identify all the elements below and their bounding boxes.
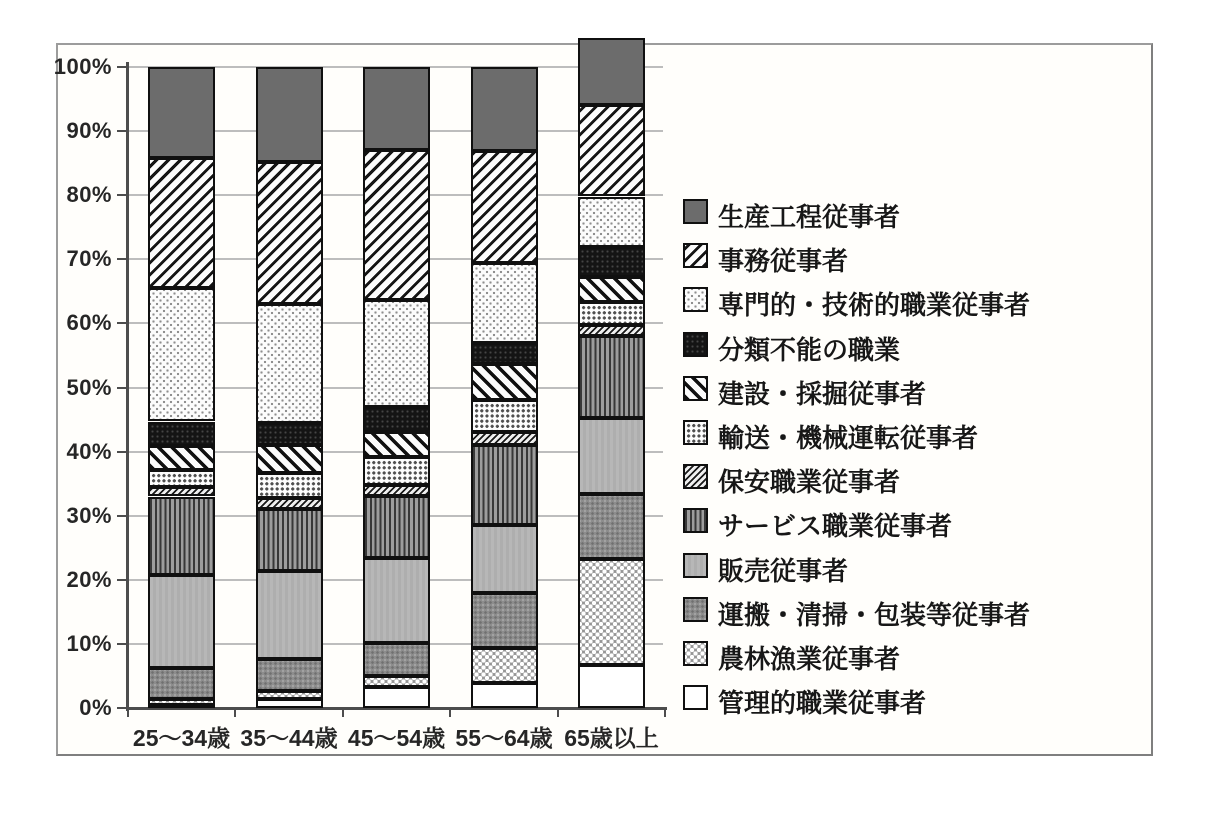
legend-label: 管理的職業従事者 xyxy=(718,688,927,719)
y-axis-tick-90% xyxy=(117,130,126,132)
bar-segment xyxy=(148,158,215,288)
bar-segment xyxy=(256,304,323,423)
bar-segment xyxy=(578,494,645,559)
y-axis-label-80%: 80% xyxy=(66,182,112,208)
legend-swatch-icon xyxy=(683,641,708,666)
y-axis-label-50%: 50% xyxy=(66,374,112,400)
bar-segment xyxy=(256,691,323,699)
legend-swatch-icon xyxy=(683,199,708,224)
legend-label: 専門的・技術的職業従事者 xyxy=(718,290,1031,321)
legend-swatch-icon xyxy=(683,243,708,268)
bar-segment xyxy=(148,668,215,699)
bar-segment xyxy=(256,659,323,691)
x-axis-tick-5 xyxy=(664,708,666,717)
bar-segment xyxy=(471,151,538,263)
y-axis-label-30%: 30% xyxy=(66,502,112,528)
bar-segment xyxy=(363,67,430,150)
y-axis-label-90%: 90% xyxy=(66,118,112,144)
bar-segment xyxy=(256,162,323,304)
bar-segment xyxy=(471,432,538,444)
bar-segment xyxy=(578,559,645,665)
legend-swatch-icon xyxy=(683,597,708,622)
y-axis-label-60%: 60% xyxy=(66,310,112,336)
bar-segment xyxy=(363,407,430,433)
bar-segment xyxy=(148,446,215,470)
bar-segment xyxy=(148,487,215,497)
bar-segment xyxy=(363,676,430,687)
bar-segment xyxy=(471,400,538,433)
bar-segment xyxy=(363,558,430,643)
bar-segment xyxy=(256,473,323,498)
bar-segment xyxy=(363,457,430,485)
legend-swatch-icon xyxy=(683,508,708,533)
y-axis-label-0%: 0% xyxy=(79,695,112,720)
legend-swatch-icon xyxy=(683,376,708,401)
legend-swatch-icon xyxy=(683,420,708,445)
legend-label: 輸送・機械運転従事者 xyxy=(718,423,979,453)
bar-segment xyxy=(363,150,430,300)
y-axis-tick-0% xyxy=(117,707,126,709)
bar-segment xyxy=(471,364,538,399)
legend-label: 農林漁業従事者 xyxy=(718,644,901,674)
bar-segment xyxy=(578,336,645,417)
stacked-bar-45〜54歳 xyxy=(363,67,430,708)
bar-segment xyxy=(256,699,323,708)
x-axis-label-1: 25〜34歳 xyxy=(132,725,231,751)
stacked-bar-65歳以上 xyxy=(578,67,645,708)
legend-swatch-icon xyxy=(683,287,708,312)
bar-segment xyxy=(471,445,538,525)
y-axis-tick-20% xyxy=(117,579,126,581)
legend-swatch-icon xyxy=(683,685,708,710)
bar-segment xyxy=(256,498,323,509)
legend-label: 運搬・清掃・包装等従事者 xyxy=(718,599,1031,630)
bar-segment xyxy=(256,509,323,572)
bar-segment xyxy=(256,67,323,162)
y-axis-tick-50% xyxy=(117,387,126,389)
bar-segment xyxy=(578,38,645,105)
x-axis-tick-0 xyxy=(127,708,129,717)
x-axis-tick-2 xyxy=(342,708,344,717)
legend-label: 生産工程従事者 xyxy=(718,202,901,232)
y-axis-tick-60% xyxy=(117,322,126,324)
bar-segment xyxy=(578,247,645,276)
bar-segment xyxy=(578,302,645,324)
bar-segment xyxy=(578,665,645,708)
x-axis-tick-1 xyxy=(234,708,236,717)
y-axis-label-40%: 40% xyxy=(66,438,112,464)
bar-segment xyxy=(471,683,538,708)
y-axis-label-100%: 100% xyxy=(53,54,112,79)
legend-swatch-icon xyxy=(683,332,708,357)
y-axis-tick-30% xyxy=(117,515,126,517)
bar-segment xyxy=(363,485,430,496)
x-axis-tick-4 xyxy=(557,708,559,717)
bar-segment xyxy=(148,699,215,705)
stacked-bar-55〜64歳 xyxy=(471,67,538,708)
bar-segment xyxy=(256,423,323,445)
y-axis-label-10%: 10% xyxy=(66,630,112,656)
bar-segment xyxy=(363,687,430,708)
legend-label: 分類不能の職業 xyxy=(718,334,901,365)
legend-label: 保安職業従事者 xyxy=(718,467,901,498)
y-axis-label-70%: 70% xyxy=(66,246,112,272)
legend-swatch-icon xyxy=(683,553,708,578)
bar-segment xyxy=(471,648,538,683)
y-axis-tick-40% xyxy=(117,451,126,453)
y-axis-tick-80% xyxy=(117,194,126,196)
bar-segment xyxy=(578,418,645,494)
legend-label: 建設・採掘従事者 xyxy=(718,378,927,409)
x-axis-label-3: 45〜54歳 xyxy=(347,725,446,751)
bar-segment xyxy=(148,422,215,446)
legend-label: 販売従事者 xyxy=(718,555,849,586)
bar-segment xyxy=(256,445,323,473)
y-axis-tick-10% xyxy=(117,643,126,645)
x-axis-label-4: 55〜64歳 xyxy=(455,725,553,751)
x-axis-label-2: 35〜44歳 xyxy=(240,725,338,751)
bar-segment xyxy=(471,525,538,593)
bar-segment xyxy=(363,643,430,676)
stacked-bar-35〜44歳 xyxy=(256,67,323,708)
y-axis-line xyxy=(126,62,129,711)
y-axis-label-20%: 20% xyxy=(66,566,112,592)
bar-segment xyxy=(471,343,538,365)
bar-segment xyxy=(471,263,538,343)
bar-segment xyxy=(256,571,323,658)
bar-segment xyxy=(578,325,645,337)
bar-segment xyxy=(578,197,645,248)
bar-segment xyxy=(578,277,645,303)
bar-segment xyxy=(471,67,538,151)
bar-segment xyxy=(148,288,215,421)
bar-segment xyxy=(363,432,430,456)
y-axis-tick-70% xyxy=(117,258,126,260)
x-axis-label-5: 65歳以上 xyxy=(564,725,659,751)
legend-label: サービス職業従事者 xyxy=(718,511,953,542)
bar-segment xyxy=(363,496,430,558)
bar-segment xyxy=(148,497,215,575)
bar-segment xyxy=(363,300,430,406)
bar-segment xyxy=(148,67,215,158)
stacked-bar-25〜34歳 xyxy=(148,67,215,708)
bar-segment xyxy=(578,105,645,196)
y-axis-tick-100% xyxy=(117,66,126,68)
bar-segment xyxy=(471,593,538,648)
x-axis-tick-3 xyxy=(449,708,451,717)
legend-swatch-icon xyxy=(683,464,708,489)
bar-segment xyxy=(148,575,215,668)
legend-label: 事務従事者 xyxy=(718,246,849,277)
bar-segment xyxy=(148,470,215,487)
